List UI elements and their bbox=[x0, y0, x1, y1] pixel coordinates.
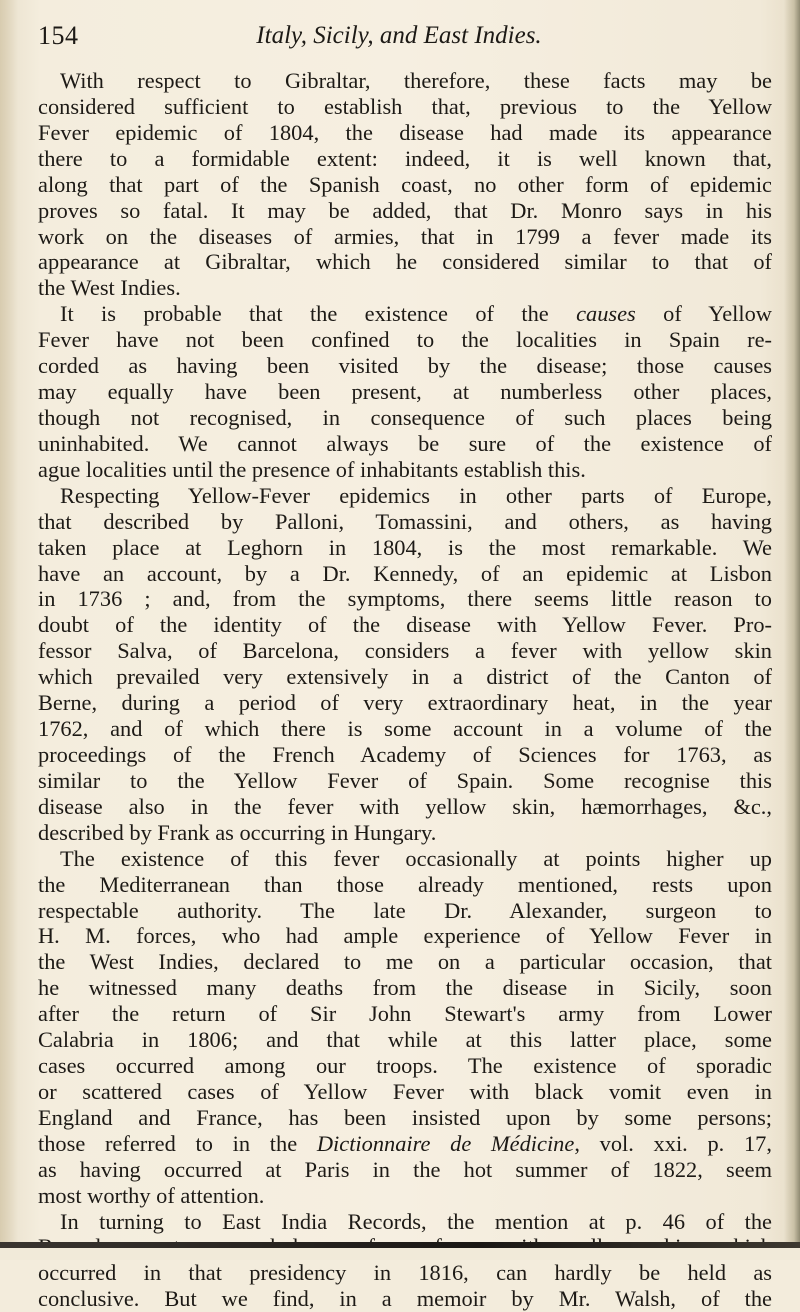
text-line: work on the diseases of armies, that in 1799 a fever made its bbox=[38, 223, 772, 249]
text-line: Fever epidemic of 1804, the disease had made its appearance bbox=[38, 119, 772, 145]
text-line: described by Frank as occurring in Hungary. bbox=[38, 819, 437, 845]
text-line: disease also in the fever with yellow skin, hæmorrhages, &c., bbox=[38, 793, 772, 819]
text-line: It is probable that the existence of the causes of Yellow bbox=[60, 301, 772, 327]
italic-phrase: Dictionnaire de Médicine bbox=[316, 1130, 575, 1156]
text-line: With respect to Gibraltar, therefore, these facts may be bbox=[60, 68, 772, 93]
text-line: those referred to in the Dictionnaire de Médicine, vol. xxi. p. 17, bbox=[38, 1130, 772, 1156]
text-line: respectable authority. The late Dr. Alexander, surgeon to bbox=[38, 897, 772, 923]
text-line: that described by Palloni, Tomassini, and others, as having bbox=[38, 508, 772, 534]
text-line: considered sufficient to establish that, previous to the Yellow bbox=[38, 93, 772, 119]
text-line: the Mediterranean than those already mentioned, rests upon bbox=[38, 871, 772, 897]
text-line: uninhabited. We cannot always be sure of the existence of bbox=[38, 430, 772, 456]
body-text bbox=[38, 68, 772, 1312]
text-line: conclusive. But we find, in a memoir by Mr. Walsh, of the bbox=[38, 1286, 772, 1312]
page-number: 154 bbox=[38, 21, 79, 50]
text-line: along that part of the Spanish coast, no other form of epidemic bbox=[38, 171, 772, 197]
text-line: fessor Salva, of Barcelona, considers a fever with yellow skin bbox=[38, 638, 772, 664]
text-line: proceedings of the French Academy of Sciences for 1763, as bbox=[38, 741, 772, 767]
page-edge-shadow bbox=[784, 0, 800, 1260]
text-line: In turning to East India Records, the mention at p. 46 of the bbox=[60, 1208, 772, 1234]
text-line: The existence of this fever occasionally at points higher up bbox=[60, 845, 772, 871]
text-line: have an account, by a Dr. Kennedy, of an epidemic at Lisbon bbox=[38, 560, 772, 586]
text-line: there to a formidable extent: indeed, it is well known that, bbox=[38, 145, 772, 171]
text-line: the West Indies. bbox=[38, 275, 181, 301]
running-title: Italy, Sicily, and East Indies. bbox=[256, 22, 542, 49]
text-line: in 1736 ; and, from the symptoms, there seems little reason to bbox=[38, 586, 772, 612]
bottom-strip bbox=[0, 1248, 800, 1260]
text-line: or scattered cases of Yellow Fever with black vomit even in bbox=[38, 1078, 772, 1104]
page-gutter-shadow bbox=[0, 0, 18, 1260]
text-line: most worthy of attention. bbox=[38, 1182, 265, 1208]
text-line: ague localities until the presence of inhabitants establish this. bbox=[38, 456, 586, 482]
text-line: England and France, has been insisted upon by some persons; bbox=[38, 1104, 772, 1130]
text-line: which prevailed very extensively in a district of the Canton of bbox=[38, 664, 772, 690]
text-line: Respecting Yellow-Fever epidemics in other parts of Europe, bbox=[60, 482, 772, 508]
page-header bbox=[38, 20, 760, 56]
text-line: taken place at Leghorn in 1804, is the most remarkable. We bbox=[38, 534, 772, 560]
text-line: cases occurred among our troops. The existence of sporadic bbox=[38, 1053, 772, 1079]
text-line: though not recognised, in consequence of such places being bbox=[38, 404, 772, 430]
text-line: similar to the Yellow Fever of Spain. Some recognise this bbox=[38, 767, 772, 793]
text-line: proves so fatal. It may be added, that Dr. Monro says in his bbox=[38, 197, 772, 223]
text-line: Calabria in 1806; and that while at this latter place, some bbox=[38, 1027, 772, 1053]
text-line: Fever have not been confined to the localities in Spain re- bbox=[38, 327, 772, 353]
text-line: 1762, and of which there is some account in a volume of the bbox=[38, 716, 772, 742]
text-line: after the return of Sir John Stewart's army from Lower bbox=[38, 1001, 772, 1027]
text-line: corded as having been visited by the disease; those causes bbox=[38, 353, 772, 379]
text-line: appearance at Gibraltar, which he considered similar to that of bbox=[38, 249, 772, 275]
text-line: the West Indies, declared to me on a particular occasion, that bbox=[38, 949, 772, 975]
text-line: may equally have been present, at numberless other places, bbox=[38, 379, 772, 405]
text-line: occurred in that presidency in 1816, can hardly be held as bbox=[38, 1260, 772, 1286]
italic-phrase: causes bbox=[576, 301, 636, 327]
text-line: H. M. forces, who had ample experience of Yellow Fever in bbox=[38, 923, 772, 949]
text-line: as having occurred at Paris in the hot summer of 1822, seem bbox=[38, 1156, 772, 1182]
text-line: he witnessed many deaths from the disease in Sicily, soon bbox=[38, 975, 772, 1001]
text-line: Berne, during a period of very extraordinary heat, in the year bbox=[38, 690, 772, 716]
text-line: doubt of the identity of the disease with Yellow Fever. Pro- bbox=[38, 612, 772, 638]
